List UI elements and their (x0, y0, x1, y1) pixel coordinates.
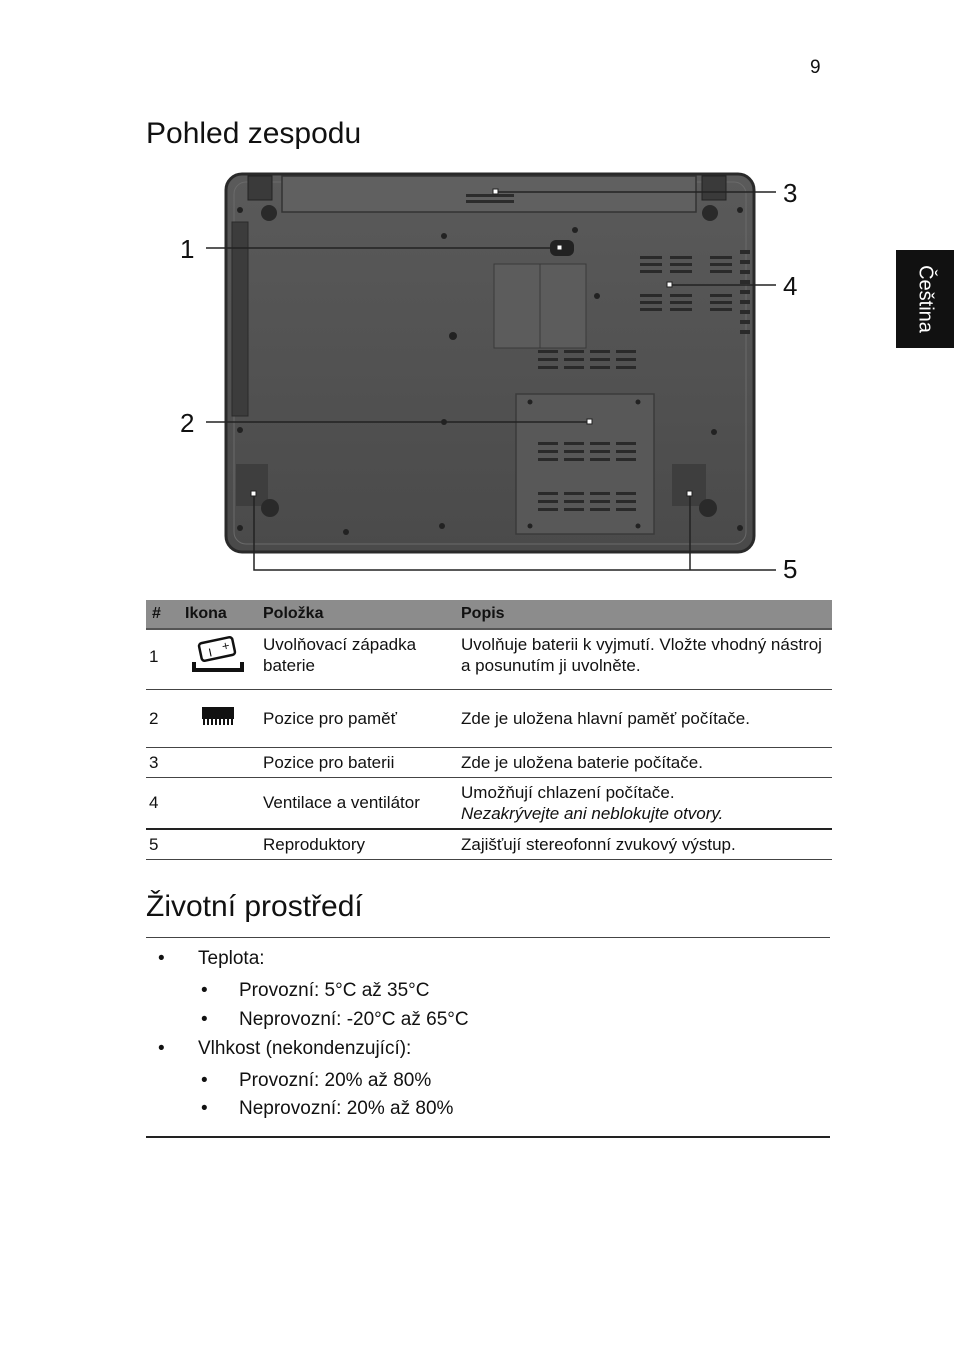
row-note: Nezakrývejte ani neblokujte otvory. (461, 803, 724, 823)
row-item: Pozice pro paměť (257, 689, 455, 747)
table-row (146, 629, 832, 689)
row-desc: Zde je uložena hlavní paměť počítače. (455, 689, 832, 747)
row-num: 3 (146, 747, 179, 777)
list-item-label: Teplota: (198, 948, 265, 969)
bullet: • (158, 948, 165, 969)
table-header-icon: Ikona (179, 600, 257, 629)
row-desc: Zajišťují stereofonní zvukový výstup. (455, 829, 832, 860)
table-header-num: # (146, 600, 179, 629)
laptop-bottom-illustration (0, 160, 954, 590)
bullet: • (201, 1009, 208, 1030)
row-item: Uvolňovací západka baterie (257, 629, 455, 689)
callout-1: 1 (180, 234, 195, 264)
section-title-bottom-view: Pohled zespodu (146, 117, 362, 150)
list-item (201, 1009, 469, 1031)
list-item (201, 980, 430, 1002)
row-item: Pozice pro baterii (257, 747, 455, 777)
row-num: 1 (146, 629, 179, 689)
bullet: • (201, 980, 208, 1001)
row-desc: Zde je uložena baterie počítače. (455, 747, 832, 777)
list-item (201, 1070, 432, 1092)
environment-box (146, 937, 830, 1138)
row-num: 4 (146, 777, 179, 829)
callout-3: 3 (783, 178, 798, 208)
speaker-right (672, 464, 706, 506)
memory-icon (198, 701, 238, 731)
page-number: 9 (810, 57, 821, 78)
list-item-label: Vlhkost (nekondenzující): (198, 1038, 412, 1059)
row-desc: Umožňují chlazení počítače. (461, 782, 675, 802)
bullet: • (201, 1098, 208, 1119)
svg-text:+: + (220, 640, 232, 653)
row-item: Ventilace a ventilátor (257, 777, 455, 829)
row-desc: Uvolňuje baterii k vyjmutí. Vložte vhodný nástroj a posunutím ji uvolněte. (455, 629, 832, 689)
callout-2: 2 (180, 408, 195, 438)
callout-5: 5 (783, 554, 798, 584)
components-table (146, 600, 832, 860)
row-num: 2 (146, 689, 179, 747)
list-item (158, 1038, 412, 1060)
list-item-label: Provozní: 5°C až 35°C (239, 980, 430, 1001)
table-row (146, 747, 832, 777)
list-item (158, 948, 265, 970)
table-row (146, 777, 832, 829)
bullet: • (201, 1070, 208, 1091)
table-row (146, 689, 832, 747)
list-item (201, 1098, 454, 1120)
speaker-left (236, 464, 268, 506)
row-item: Reproduktory (257, 829, 455, 860)
table-header-item: Položka (257, 600, 455, 629)
language-tab-label: Čeština (914, 265, 937, 333)
section-title-environment: Životní prostředí (146, 890, 363, 923)
svg-text:I: I (207, 646, 214, 660)
bullet: • (158, 1038, 165, 1059)
laptop-bottom-figure (0, 160, 954, 590)
table-header-desc: Popis (455, 600, 832, 629)
list-item-label: Neprovozní: -20°C až 65°C (239, 1009, 469, 1030)
memory-cover (516, 394, 654, 534)
callout-4: 4 (783, 271, 798, 301)
list-item-label: Provozní: 20% až 80% (239, 1070, 432, 1091)
table-header-row (146, 600, 832, 629)
battery-release-icon (192, 634, 244, 674)
list-item-label: Neprovozní: 20% až 80% (239, 1098, 454, 1119)
row-num: 5 (146, 829, 179, 860)
table-row (146, 829, 832, 860)
